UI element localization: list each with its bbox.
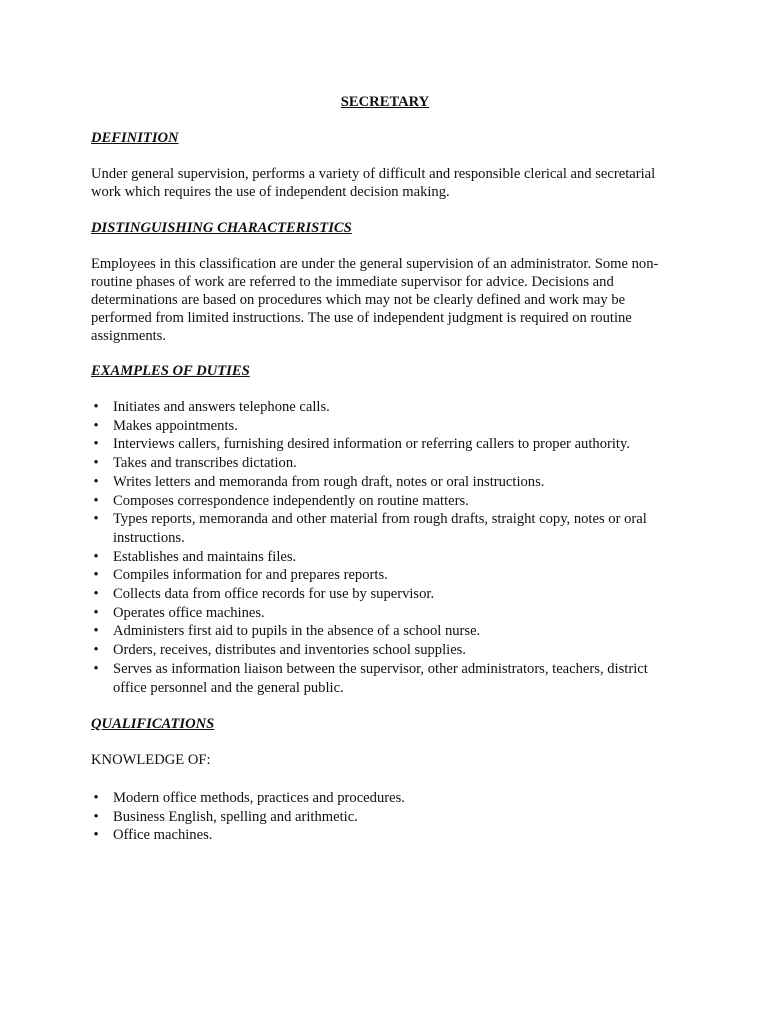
bullet-icon: • [93,417,99,434]
knowledge-item-text: Office machines. [113,827,213,844]
definition-heading: DEFINITION [91,130,179,146]
duty-item-text: Serves as information liaison between the supervisor, other administrators, teachers, district office personnel and the general public. [113,660,648,696]
bullet-icon: • [93,548,99,565]
duty-item-text: Establishes and maintains files. [113,548,297,565]
bullet-icon: • [93,808,99,825]
duty-item [91,435,681,454]
duty-item-text: Administers first aid to pupils in the absence of a school nurse. [113,623,481,640]
knowledge-label: KNOWLEDGE OF: [91,752,211,768]
bullet-icon: • [93,492,99,509]
knowledge-list [91,789,691,845]
duty-item-text: Types reports, memoranda and other material from rough drafts, straight copy, notes or oral instructions. [113,511,647,546]
knowledge-item [91,789,691,808]
distinguishing-heading: DISTINGUISHING CHARACTERISTICS [91,220,352,236]
duty-item-text: Collects data from office records for use by supervisor. [113,586,435,603]
duty-item-text: Orders, receives, distributes and inventories school supplies. [113,642,467,659]
bullet-icon: • [93,623,99,640]
duty-item [91,622,681,641]
bullet-icon: • [93,473,99,490]
duty-item [91,398,681,417]
duty-item [91,454,681,473]
duty-item [91,417,681,436]
duty-item-text: Composes correspondence independently on routine matters. [113,492,469,509]
duty-item-text: Initiates and answers telephone calls. [113,399,330,415]
knowledge-item-text: Modern office methods, practices and procedures. [113,790,405,806]
bullet-icon: • [93,604,99,621]
duty-item [91,585,681,604]
bullet-icon: • [93,642,99,659]
duty-item [91,510,681,547]
duties-list [91,398,681,697]
bullet-icon: • [93,827,99,844]
bullet-icon: • [93,436,99,453]
duties-heading: EXAMPLES OF DUTIES [91,363,250,379]
bullet-icon: • [93,790,99,806]
duty-item [91,492,681,511]
duty-item-text: Makes appointments. [113,417,238,434]
knowledge-item-text: Business English, spelling and arithmetic. [113,808,358,825]
bullet-icon: • [93,511,99,528]
bullet-icon: • [93,586,99,603]
duty-item [91,604,681,623]
knowledge-item [91,826,691,845]
duty-item-text: Writes letters and memoranda from rough draft, notes or oral instructions. [113,473,545,490]
bullet-icon: • [93,567,99,584]
duty-item [91,473,681,492]
duty-item [91,660,681,697]
knowledge-item [91,808,691,827]
qualifications-heading: QUALIFICATIONS [91,716,215,732]
duty-item [91,548,681,567]
bullet-icon: • [93,660,99,677]
duty-item [91,566,681,585]
bullet-icon: • [93,399,99,415]
document-title: SECRETARY [340,94,430,110]
duty-item-text: Interviews callers, furnishing desired information or referring callers to proper authority. [113,436,630,453]
definition-text: Under general supervision, performs a variety of difficult and responsible clerical and secretarial work which requires the use of independent decision making. [91,166,656,200]
bullet-icon: • [93,455,99,472]
duty-item-text: Operates office machines. [113,604,265,621]
duty-item-text: Compiles information for and prepares reports. [113,567,388,584]
duty-item-text: Takes and transcribes dictation. [113,455,297,472]
duty-item [91,641,681,660]
distinguishing-text: Employees in this classification are under the general supervision of an administrator. Some non-routine phases of work are referred to the immediate supervisor for advice. Decisions and determinations are based on procedures which may not be clearly defined and work may be performed from limited instructions. The use of independent judgment is required on routine assignments. [91,256,659,344]
